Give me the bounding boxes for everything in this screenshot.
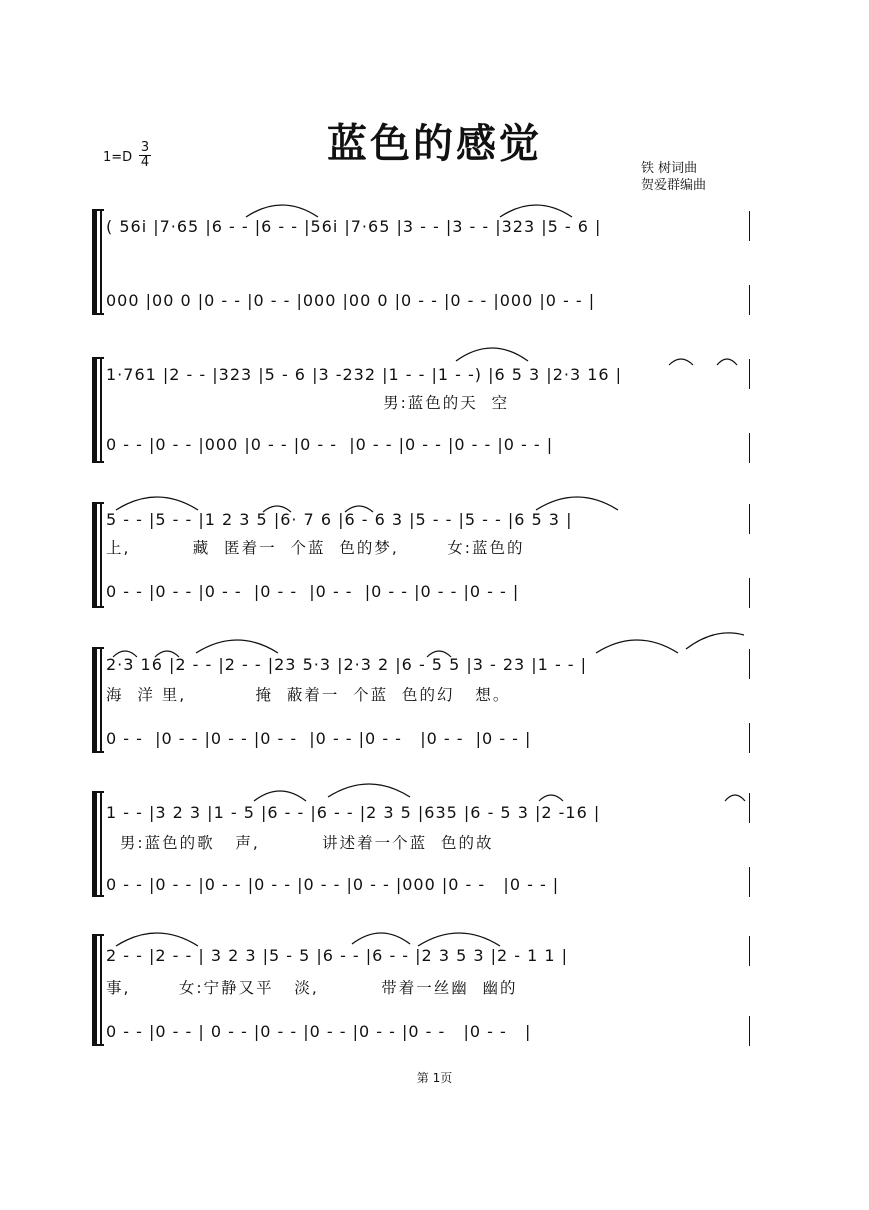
lyric-line: 海 洋 里, 掩 蔽着一 个蓝 色的幻 想。 bbox=[106, 686, 511, 704]
bracket-cap-bottom bbox=[94, 1044, 104, 1046]
bracket-cap-top bbox=[94, 209, 104, 211]
time-signature bbox=[139, 141, 151, 170]
bass-line: 0 - - |0 - - |0 - - |0 - - |0 - - |0 - - |0 - - |0 - - | bbox=[106, 582, 520, 601]
bracket-cap-top bbox=[94, 791, 104, 793]
bracket-cap-top bbox=[94, 357, 104, 359]
time-signature-top: 3 bbox=[140, 140, 150, 155]
score-system-1 bbox=[92, 205, 750, 317]
bass-line: 000 |00 0 |0 - - |0 - - |000 |00 0 |0 - - |0 - - |000 |0 - - | bbox=[106, 291, 596, 310]
bass-line: 0 - - |0 - - |000 |0 - - |0 - - |0 - - |0 - - |0 - - |0 - - | bbox=[106, 435, 554, 454]
melody-line: 1·761 |2 - - |323 |5 - 6 |3 -232 |1 - - |1 - -) |6 5 3 |2·3 16 | bbox=[106, 365, 623, 384]
system-bracket bbox=[92, 934, 97, 1046]
lyric-line: 事, 女:宁静又平 淡, 带着一丝幽 幽的 bbox=[106, 979, 518, 997]
lyricist-credit: 铁 树词曲 bbox=[641, 161, 698, 176]
bracket-cap-bottom bbox=[94, 606, 104, 608]
lyric-line: 男:蓝色的歌 声, 讲述着一个蓝 色的故 bbox=[106, 834, 494, 852]
song-title: 蓝色的感觉 bbox=[327, 120, 542, 167]
system-bracket bbox=[92, 209, 97, 315]
lyric-line: 男:蓝色的天 空 bbox=[106, 394, 510, 412]
bracket-cap-bottom bbox=[94, 313, 104, 315]
score-system-3 bbox=[92, 498, 750, 610]
lyric-line: 上, 藏 匿着一 个蓝 色的梦, 女:蓝色的 bbox=[106, 539, 525, 557]
credits bbox=[641, 160, 706, 194]
system-bracket-line bbox=[100, 934, 102, 1046]
slur-mark bbox=[682, 631, 748, 653]
melody-line: ( 56i |7·65 |6 - - |6 - - |56i |7·65 |3 - - |3 - - |323 |5 - 6 | bbox=[106, 217, 602, 236]
score-system-5 bbox=[92, 787, 750, 899]
bracket-cap-top bbox=[94, 502, 104, 504]
slur-mark bbox=[324, 777, 414, 801]
melody-line: 5 - - |5 - - |1 2 3 5 |6· 7 6 |6 - 6 3 |5 - - |5 - - |6 5 3 | bbox=[106, 510, 573, 529]
page-number: 第 1页 bbox=[416, 1071, 453, 1085]
score-system-2 bbox=[92, 353, 750, 465]
slur-mark bbox=[452, 341, 532, 365]
bass-line: 0 - - |0 - - |0 - - |0 - - |0 - - |0 - - |000 |0 - - |0 - - | bbox=[106, 875, 560, 894]
bracket-cap-bottom bbox=[94, 751, 104, 753]
bracket-cap-top bbox=[94, 647, 104, 649]
score-system-6 bbox=[92, 930, 750, 1048]
arranger-credit: 贺爱群编曲 bbox=[641, 178, 707, 193]
bracket-cap-bottom bbox=[94, 461, 104, 463]
melody-line: 2 - - |2 - - | 3 2 3 |5 - 5 |6 - - |6 - - |2 3 5 3 |2 - 1 1 | bbox=[106, 946, 569, 965]
system-bracket-line bbox=[100, 791, 102, 897]
system-bracket-line bbox=[100, 209, 102, 315]
score-system-4 bbox=[92, 643, 750, 755]
bracket-cap-bottom bbox=[94, 895, 104, 897]
system-bracket bbox=[92, 647, 97, 753]
bass-line: 0 - - |0 - - | 0 - - |0 - - |0 - - |0 - - |0 - - |0 - - | bbox=[106, 1022, 532, 1041]
system-bracket bbox=[92, 357, 97, 463]
system-bracket bbox=[92, 791, 97, 897]
system-bracket-line bbox=[100, 502, 102, 608]
melody-line: 2·3 16 |2 - - |2 - - |23 5·3 |2·3 2 |6 - 5 5 |3 - 23 |1 - - | bbox=[106, 655, 588, 674]
melody-line: 1 - - |3 2 3 |1 - 5 |6 - - |6 - - |2 3 5 |635 |6 - 5 3 |2 -16 | bbox=[106, 803, 601, 822]
system-bracket-line bbox=[100, 647, 102, 753]
bracket-cap-top bbox=[94, 934, 104, 936]
system-bracket-line bbox=[100, 357, 102, 463]
system-bracket bbox=[92, 502, 97, 608]
time-signature-bottom: 4 bbox=[140, 155, 150, 170]
key-signature: 1=D bbox=[103, 150, 133, 165]
bass-line: 0 - - |0 - - |0 - - |0 - - |0 - - |0 - - |0 - - |0 - - | bbox=[106, 729, 532, 748]
